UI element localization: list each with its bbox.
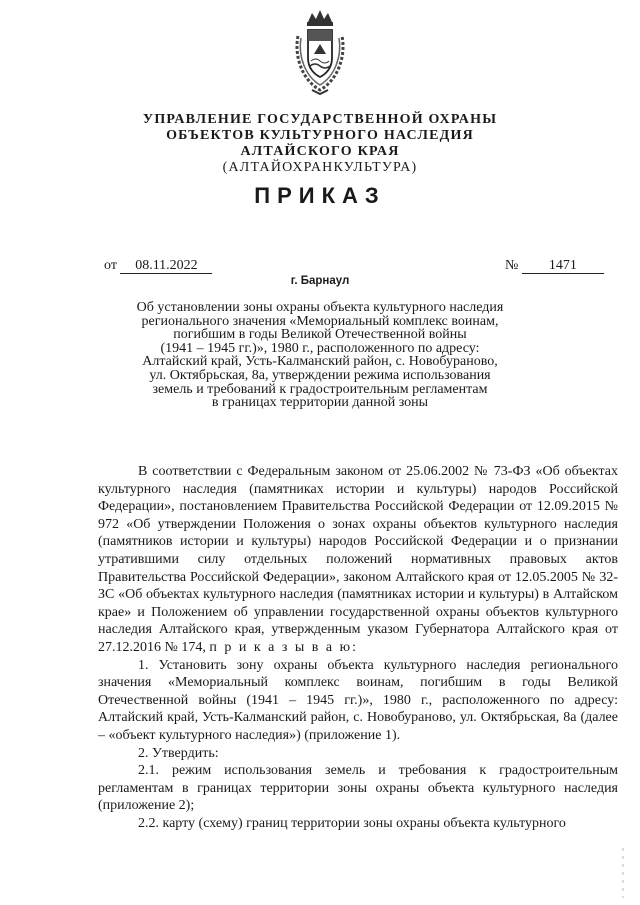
document-date: 08.11.2022 bbox=[120, 258, 212, 274]
org-name-line-2: ОБЪЕКТОВ КУЛЬТУРНОГО НАСЛЕДИЯ bbox=[166, 128, 474, 143]
preamble-text: В соответствии с Федеральным законом от 25.06.2002 № 73-ФЗ «Об объектах культурного наследия (памятниках истории и культуры) народов Российской Федерации», постановлением Правительства Российской Федерации от 12.09.2015 № 972 «Об утверждении Положения о зонах охраны объектов культурного наследия (памятников истории и культуры) народов Российской Федерации и о признании утратившими силу отдельных положений нормативных правовых актов Правительства Российской Федерации», законом Алтайского края от 12.05.2005 № 32-ЗС «Об объектах культурного наследия (памятниках истории и культуры) в Алтайском крае» и Положением об управлении государственной охраны объектов культурного наследия Алтайского края, утвержденным указом Губернатора Алтайского края от 27.12.2016 № 174, bbox=[98, 464, 618, 655]
org-name-line-3: АЛТАЙСКОГО КРАЯ bbox=[240, 144, 400, 159]
subject-line: в границах территории данной зоны bbox=[211, 395, 429, 411]
org-short-name: (АЛТАЙОХРАНКУЛЬТУРА) bbox=[222, 160, 418, 175]
item-2: 2. Утвердить: bbox=[138, 745, 219, 761]
subject-line: ул. Октябрьская, 8а, утверждении режима использования bbox=[149, 367, 491, 383]
item-2-1: 2.1. режим использования земель и требования к градостроительным регламентам в границах территории зоны охраны объекта культурного наследия (приложение 2); bbox=[98, 763, 618, 814]
item-1: 1. Установить зону охраны объекта культурного наследия регионального значения «Мемориальный комплекс воинам, погибшим в годы Великой Отечественной войны (1941 – 1945 гг.)», 1980 г., расположенного по адресу: Алтайский край, Усть-Калманский район, с. Новобураново, ул. Октябрьская, 8а (далее – «объект культурного наследия») (приложение 1). bbox=[98, 657, 618, 743]
date-prefix: от bbox=[104, 258, 117, 273]
subject-line: погибшим в годы Великой Отечественной войны bbox=[173, 327, 467, 343]
document-number: 1471 bbox=[522, 258, 604, 274]
date-line bbox=[104, 258, 212, 274]
item-2-2: 2.2. карту (схему) границ территории зоны охраны объекта культурного bbox=[138, 815, 566, 831]
page-edge-mark bbox=[620, 848, 626, 898]
number-line bbox=[505, 258, 604, 274]
number-prefix: № bbox=[505, 258, 519, 273]
subject-line: регионального значения «Мемориальный комплекс воинам, bbox=[141, 313, 499, 329]
document-title: ПРИКАЗ bbox=[254, 183, 386, 208]
subject-line: Об установлении зоны охраны объекта культурного наследия bbox=[136, 300, 504, 315]
org-name-line-1: УПРАВЛЕНИЕ ГОСУДАРСТВЕННОЙ ОХРАНЫ bbox=[142, 112, 498, 127]
subject-line: Алтайский край, Усть-Калманский район, с. Новобураново, bbox=[142, 354, 498, 370]
subject-line: (1941 – 1945 гг.)», 1980 г., расположенного по адресу: bbox=[160, 340, 480, 356]
order-body bbox=[98, 463, 618, 832]
order-subject bbox=[120, 301, 520, 410]
subject-line: земель и требований к градостроительным регламентам bbox=[152, 381, 488, 397]
coat-of-arms-icon bbox=[290, 6, 350, 98]
preamble-paragraph bbox=[98, 463, 618, 657]
city: г. Барнаул bbox=[290, 275, 350, 287]
order-word: п р и к а з ы в а ю: bbox=[209, 639, 358, 655]
